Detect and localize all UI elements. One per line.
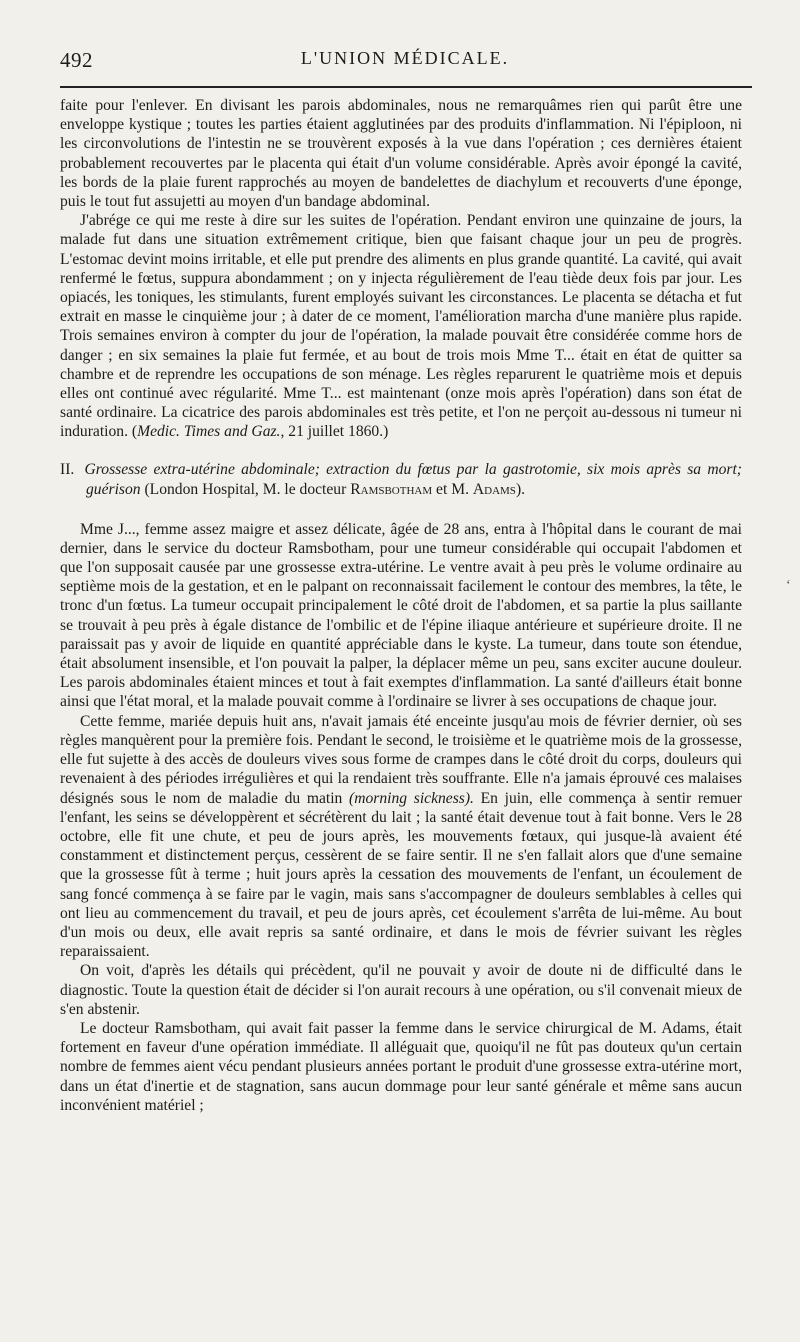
paragraph (60, 712, 742, 962)
paragraph-text: Cette femme, mariée depuis huit ans, n'avait jamais été enceinte jusqu'au mois de février dernier, où ses règles manquèrent pour la première fois. Pendant le second, le troisième et le quatrième mois de la grossesse, elle fut sujette à des accès de douleurs vives sous forme de crampes dans le côté droit du corps, douleurs qui revenaient à des périodes irrégulières et qui la rendaient très souffrante. Elle n'a jamais éprouvé ces malaises désignés sous le nom de maladie du matin (60, 712, 742, 807)
page-number: 492 (60, 48, 93, 72)
section-title: Grossesse extra-utérine abdominale; extraction du fœtus par la gastrotomie, six mois après sa mort; guérison (84, 460, 742, 498)
section-number: II. (60, 460, 75, 478)
morning-sickness-term: (morning sickness). (349, 789, 474, 807)
section-heading (60, 460, 742, 500)
citation-source: Medic. Times and Gaz. (137, 423, 281, 441)
paragraph: Mme J..., femme assez maigre et assez délicate, âgée de 28 ans, entra à l'hôpital dans le courant de mai dernier, dans le service du docteur Ramsbotham, pour une tumeur considérable qui occupait l'abdomen et que l'on supposait causée par une grossesse extra-utérine. Le ventre avait à peu près le volume ordinaire au septième mois de la gestation, et en le palpant on reconnaissait facilement le contour des membres, la tête, le tronc d'un fœtus. La tumeur occupait principalement le côté droit de l'abdomen, et sa partie la plus saillante se trouvait à peu près à égale distance de l'ombilic et de l'épine iliaque antérieure et supérieure droite. Il ne paraissait pas y avoir de liquide en quantité appréciable dans le kyste. La tumeur, dans toute son étendue, était absolument insensible, et l'on pouvait la palper, la déplacer même un peu, sans exciter aucune douleur. Les parois abdominales étaient minces et tout à fait exemptes d'inflammation. La santé d'ailleurs était bonne ainsi que l'état moral, et la malade pouvait comme à l'ordinaire se livrer à ses occupations de chaque jour. (60, 520, 742, 711)
section-hospital: (London Hospital, M. le docteur (144, 480, 347, 498)
paragraph: J'abrége ce qui me reste à dire sur les suites de l'opération. Pendant environ une quinzaine de jours, la malade fut dans une situation extrêmement critique, bien que faisant chaque jour un peu de progrès. L'estomac devint moins irritable, et elle put prendre des aliments en plus grande quantité. La cavité, qui avait renfermé le fœtus, suppura abondamment ; on y injecta régulièrement de l'eau tiède deux fois par jour. Les opiacés, les toniques, les stimulants, furent employés suivant les circonstances. Le placenta se détacha et fut extrait en masse le cinquième jour ; à dater de ce moment, l'amélioration marcha d'une manière plus rapide. Trois semaines environ à compter du jour de l'opération, la malade pouvait être considérée comme hors de danger ; en six semaines la plaie fut fermée, et au bout de trois mois Mme T... était en état de quitter sa chambre et de reprendre les occupations de son ménage. Les règles reparurent le quatrième mois et depuis elles ont continué avec régularité. Mme T... est maintenant (onze mois après l'opération) dans son état de santé ordinaire. La cicatrice des parois abdominales est très petite, et l'on ne perçoit au-dessous ni tumeur ni induration. (Medic. Times and Gaz., 21 juillet 1860.) (60, 212, 742, 441)
paragraph: Le docteur Ramsbotham, qui avait fait passer la femme dans le service chirurgical de M. Adams, était fortement en faveur d'une opération immédiate. Il alléguait que, quoiqu'il ne fût pas douteux qu'un certain nombre de femmes aient vécu pendant plusieurs années portant le produit d'une grossesse extra-utérine mort, dans un état d'inertie et de stagnation, sans aucun dommage pour leur santé générale et même sans aucun inconvénient matériel ; (60, 1019, 742, 1114)
header-rule (60, 86, 752, 88)
paragraph-text: En juin, elle commença à sentir remuer l'enfant, les seins se développèrent et sécrétèrent du lait ; la santé était devenue tout à fait bonne. Vers le 28 octobre, elle fit une chute, et peu de jours après, les mouvements fœtaux, qui jusque-là avaient été constamment et distinctement perçus, cessèrent de se faire sentir. Il ne s'en fallait alors que d'une semaine que la grossesse fût à terme ; huit jours après la cessation des mouvements de l'enfant, un écoulement de sang foncé commença à se faire par le vagin, mais sans s'accompagner de douleurs semblables à celles qui ont lieu au commencement du travail, et peu de jours après, cet écoulement s'arrêta de lui-même. Au bout d'un mois ou deux, elle avait repris sa santé ordinaire, et dans le mois de février suivant les règles reparaissaient. (60, 789, 742, 961)
article-body (60, 96, 742, 1115)
page-header (60, 48, 750, 82)
running-head: L'UNION MÉDICALE. (300, 48, 510, 68)
margin-mark: ‘ (786, 578, 791, 593)
section-doctor-2: Adams (472, 480, 516, 498)
paragraph: faite pour l'enlever. En divisant les parois abdominales, nous ne remarquâmes rien qui parût être une enveloppe kystique ; toutes les parties étaient agglutinées par des produits d'inflammation. Ni l'épiploon, ni les circonvolutions de l'intestin ne se trouvèrent exposés à la vue dans l'opération ; ces dernières étaient probablement recouvertes par le placenta qui était d'un volume considérable. Après avoir épongé la cavité, les bords de la plaie furent rapprochés au moyen de bandelettes de diachylum et recouverts d'une éponge, puis le tout fut assujetti au moyen d'un bandage abdominal. (60, 97, 742, 211)
citation-date: 21 juillet 1860. (288, 423, 384, 441)
section-conjunction: et M. (436, 480, 469, 498)
paragraph: On voit, d'après les détails qui précèdent, qu'il ne pouvait y avoir de doute ni de difficulté dans le diagnostic. Toute la question était de décider si l'on aurait recours à une opération, ou s'il convenait mieux de s'en abstenir. (60, 962, 742, 1018)
paragraph-text: J'abrége ce qui me reste à dire sur les suites de l'opération. Pendant environ une quinzaine de jours, la malade fut dans une situation extrêmement critique, bien que faisant chaque jour un peu de progrès. L'estomac devint moins irritable, et elle put prendre des aliments en plus grande quantité. La cavité, qui avait renfermé le fœtus, suppura abondamment ; on y injecta régulièrement de l'eau tiède deux fois par jour. Les opiacés, les toniques, les stimulants, furent employés suivant les circonstances. Le placenta se détacha et fut extrait en masse le cinquième jour ; à dater de ce moment, l'amélioration marcha d'une manière plus rapide. Trois semaines environ à compter du jour de l'opération, la malade pouvait être considérée comme hors de danger ; en six semaines la plaie fut fermée, et au bout de trois mois Mme T... était en état de quitter sa chambre et de reprendre les occupations de son ménage. Les règles reparurent le quatrième mois et depuis elles ont continué avec régularité. Mme T... est maintenant (onze mois après l'opération) dans son état de santé ordinaire. La cicatrice des parois abdominales est très petite, et l'on ne perçoit au-dessous ni tumeur ni induration. (60, 212, 742, 441)
section-end: ). (515, 480, 526, 498)
section-doctor-1: Ramsbotham (350, 480, 433, 498)
